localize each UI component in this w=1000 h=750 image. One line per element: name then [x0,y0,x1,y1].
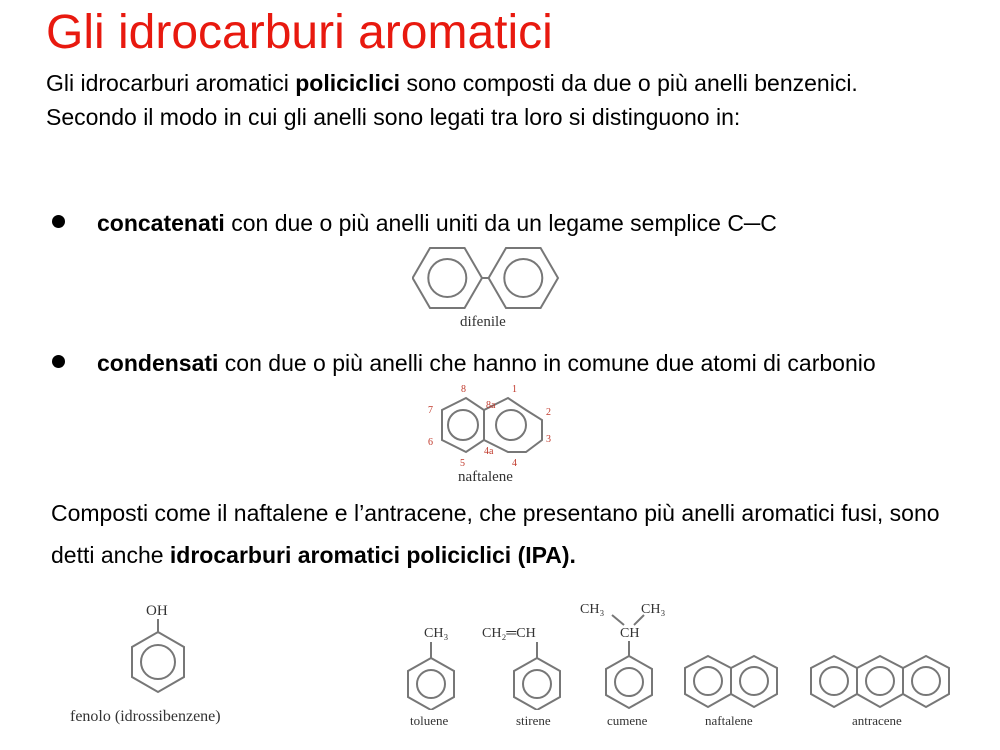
cumene-label: cumene [607,713,648,728]
fenolo-structure [118,598,198,708]
page-title: Gli idrocarburi aromatici [46,6,553,59]
bullet-text: condensati con due o più anelli che hanno in comune due atomi di carbonio [97,350,876,376]
stirene-group: CH₂═CH [482,626,536,641]
stirene-label: stirene [516,713,551,728]
naftalene-numbered-structure [424,382,564,470]
cumene-group-center: CH [620,626,640,641]
bullet-text: concatenati con due o più anelli uniti da un legame semplice C─C [97,210,777,236]
stirene-structure [480,620,576,710]
bullet-dot [52,355,65,368]
cumene-group-right: CH₃ [641,602,666,617]
pos-4: 4 [512,458,517,469]
antracene-structure [810,654,952,710]
pos-7: 7 [428,405,433,416]
pos-6: 6 [428,437,433,448]
pos-1: 1 [512,384,517,395]
pos-4a: 4a [484,446,494,457]
cumene-group-left: CH₃ [580,602,605,617]
pos-8: 8 [461,384,466,395]
naftalene-small-label: naftalene [705,713,753,728]
difenile-label: difenile [460,314,506,330]
ipa-paragraph: Composti come il naftalene e l’antracene, che presentano più anelli aromatici fusi, sono detti anche idrocarburi aromatici policiclici (IPA). [51,500,940,568]
pos-5: 5 [460,458,465,469]
naftalene-label: naftalene [458,469,513,485]
intro-text: Gli idrocarburi aromatici policiclici sono composti da due o più anelli benzenici. Secondo il modo in cui gli anelli sono legati tra loro si distinguono in: [46,70,858,130]
antracene-label: antracene [852,713,902,728]
fenolo-group: OH [146,603,168,619]
pos-2: 2 [546,407,551,418]
bullet-dot [52,215,65,228]
cumene-structure [578,598,678,710]
pos-3: 3 [546,434,551,445]
fenolo-label: fenolo (idrossibenzene) [70,708,221,725]
toluene-group: CH₃ [424,626,449,641]
toluene-structure [402,620,462,710]
naftalene-structure [684,654,780,710]
toluene-label: toluene [410,713,449,728]
pos-8a: 8a [486,400,496,411]
